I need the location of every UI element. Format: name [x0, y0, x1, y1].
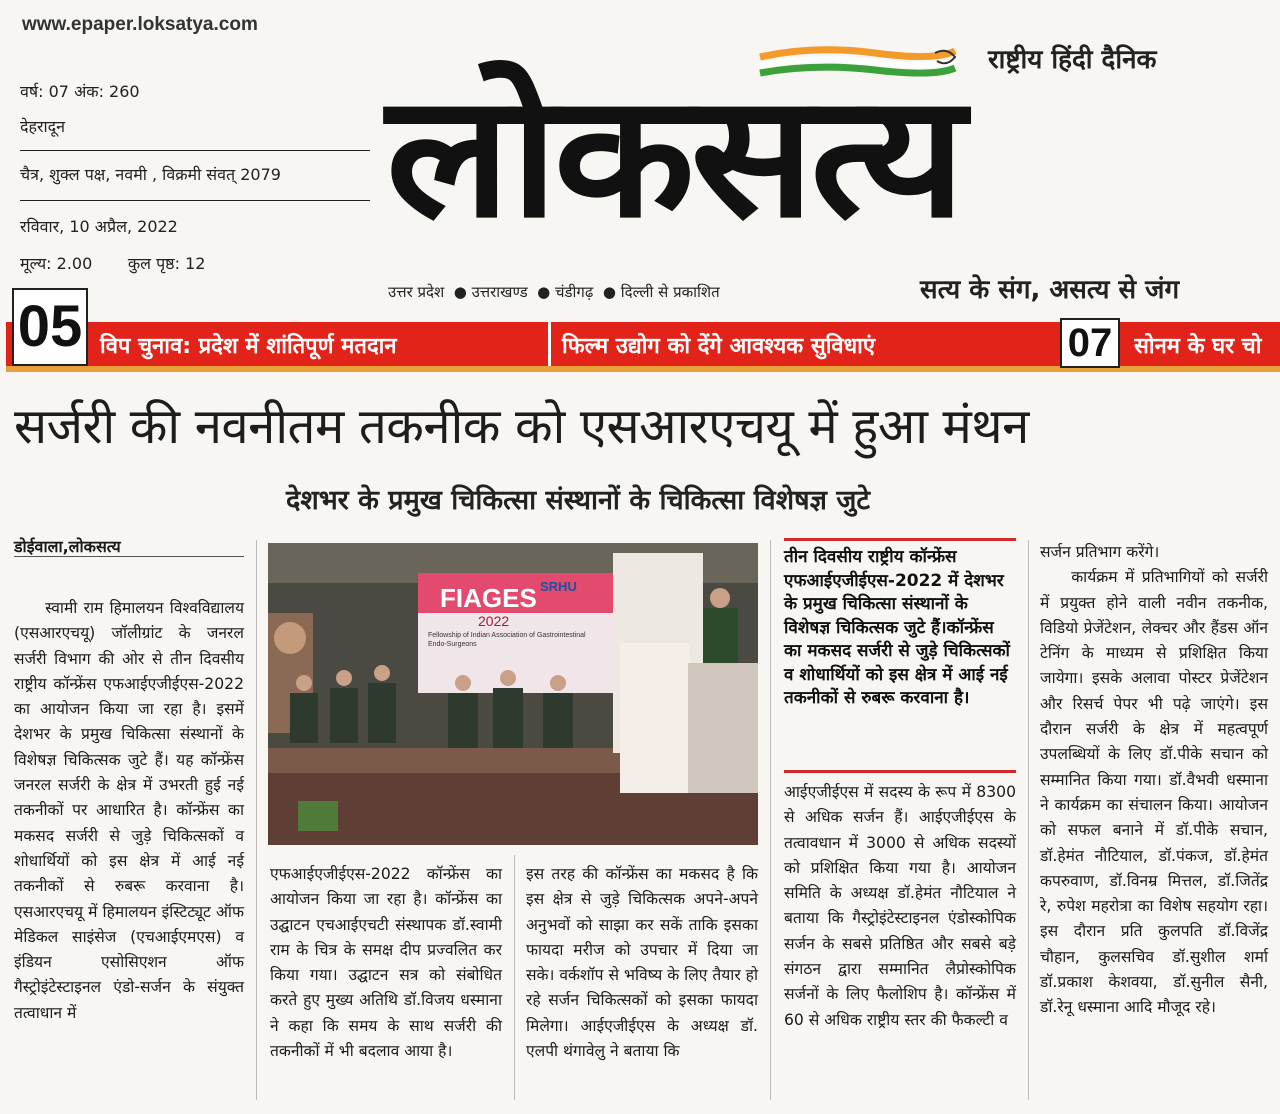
- banner-year: 2022: [478, 613, 510, 629]
- banner-subtitle: Fellowship of Indian Association of Gastrointestinal Endo-Surgeons: [428, 632, 586, 648]
- newspaper-masthead: लोकसत्य: [386, 58, 962, 256]
- column-divider: [256, 540, 257, 1100]
- conference-photo: [268, 543, 758, 845]
- page-number-box[interactable]: 07: [1060, 318, 1120, 368]
- column-divider: [1028, 540, 1029, 1100]
- article-column-5: [1040, 540, 1268, 1021]
- motto: सत्य के संग, असत्य से जंग: [920, 275, 1180, 305]
- article-column-3: [526, 862, 758, 1064]
- column-divider: [770, 540, 771, 1100]
- dateline: डोईवाला,लोकसत्य: [14, 537, 121, 556]
- city: देहरादून: [20, 117, 66, 136]
- article-column-1: [14, 596, 244, 1026]
- ticker-item[interactable]: फिल्म उद्योग को देंगे आवश्यक सुविधाएं: [562, 334, 876, 359]
- editions-line: उत्तर प्रदेश ● उत्तराखण्ड ● चंडीगढ़ ● दिल्ली से प्रकाशित: [388, 283, 720, 301]
- hindu-date: चैत्र, शुक्ल पक्ष, नवमी , विक्रमी संवत् 2079: [20, 165, 281, 184]
- paragraph: सर्जन प्रतिभाग करेंगे।: [1040, 543, 1160, 561]
- meta-divider: [20, 200, 370, 201]
- pull-quote: तीन दिवसीय राष्ट्रीय कॉन्फ्रेंस एफआईएजीईएस-2022 में देशभर के प्रमुख चिकित्सा संस्थानों के विशेषज्ञ चिकित्सक जुटे हैं।कॉन्फ्रेंस का मकसद सर्जरी से जुड़े चिकित्सकों व शोधार्थियों को इस क्षेत्र में आई नई तकनीकों से रुबरू करवाना है।: [784, 547, 1010, 708]
- paragraph: स्वामी राम हिमालयन विश्वविद्यालय (एसआरएचयू) जॉलीग्रांट के जनरल सर्जरी विभाग की ओर से तीन दिवसीय राष्ट्रीय कॉन्फ्रेंस एफआईएजीईएस-2022 का आयोजन किया जा रहा है। इसमें देशभर के प्रमुख चिकित्सा संस्थानों के विशेषज्ञ चिकित्सक जुटे हैं। यह कॉन्फ्रेंस जनरल सर्जरी के क्षेत्र में उभरती हुई नई तकनीकों पर आधारित है। कॉन्फ्रेंस का मकसद सर्जरी से जुड़े चिकित्सकों व शोधार्थियों को इस क्षेत्र में आई नई तकनीकों से रुबरू करवाना है। एसआरएचयू में हिमालयन इंस्टिट्यूट ऑफ मेडिकल साइंसेज (एचआईएमएस) व इंडियन एसोसिएशन ऑफ गैस्ट्रोइंटेस्टाइनल एंडो-सर्जन के संयुक्त तत्वाधान में: [14, 599, 244, 1022]
- paragraph: एफआईएजीईएस-2022 कॉन्फ्रेंस का आयोजन किया जा रहा है। कॉन्फ्रेंस का उद्घाटन एचआईएचटी संस्थापक डॉ.स्वामी राम के चित्र के समक्ष दीप प्रज्वलित कर किया गया। उद्घाटन सत्र को संबोधित करते हुए मुख्य अतिथि डॉ.विजय धस्माना ने कहा कि समय के साथ सर्जरी की तकनीकों में भी बदलाव आया है।: [270, 865, 502, 1061]
- paragraph: कार्यक्रम में प्रतिभागियों को सर्जरी में प्रयुक्त होने वाली नवीन तकनीक, विडियो प्रेजेंटेशन, लेक्चर और हैंडस ऑन टेनिंग के माध्यम से प्रशिक्षित किया जायेगा। इसके अलावा पोस्टर प्रेजेंटेशन और रिसर्च पेपर भी पढ़े जाएंगे। इस दौरान सर्जरी के क्षेत्र में महत्वपूर्ण उपलब्धियों के लिए डॉ.पीके सचान को सम्मानित किया गया। डॉ.वैभवी धस्माना ने कार्यक्रम का संचालन किया। आयोजन को सफल बनाने में डॉ.पीके सचान, डॉ.हेमंत नौटियाल, डॉ.पंकज, डॉ.हेमंत कपरुवाण, डॉ.विनम्र मित्तल, डॉ.जितेंद्र रे, रुपेश महरोत्रा का विशेष सहयोग रहा। इस दौरान प्रति कुलपति डॉ.विजेंद्र चौहान, कुलसचिव डॉ.सुशील शर्मा डॉ.प्रकाश केशवया, डॉ.सुनील सैनी, डॉ.रेनू धस्माना आदि मौजूद रहे।: [1040, 568, 1268, 1017]
- price-pages: मूल्य: 2.00 कुल पृष्ठ: 12: [20, 254, 206, 273]
- article-column-4: [784, 780, 1016, 1033]
- ticker-item[interactable]: विप चुनाव: प्रदेश में शांतिपूर्ण मतदान: [100, 334, 397, 359]
- article-headline: सर्जरी की नवनीतम तकनीक को एसआरएचयू में हुआ मंथन: [14, 398, 1029, 455]
- srhu-logo: SRHU: [540, 579, 577, 594]
- article-subheadline: देशभर के प्रमुख चिकित्सा संस्थानों के चिकित्सा विशेषज्ञ जुटे: [286, 485, 871, 516]
- paragraph: आईएजीईएस में सदस्य के रूप में 8300 से अधिक सर्जन हैं। आईएजीईएस के तत्वावधान में 3000 से अधिक सदस्यों को प्रशिक्षित किया गया है। आयोजन समिति के अध्यक्ष डॉ.हेमंत नौटियाल ने बताया कि गैस्ट्रोइंटेस्टाइनल एंडोस्कोपिक सर्जन के सबसे प्रतिष्ठित और सबसे बड़े संगठन द्वारा सम्मानित लैप्रोस्कोपिक सर्जनों के लिए फैलोशिप है। कॉन्फ्रेंस में 60 से अधिक राष्ट्रीय स्तर की फैकल्टी व: [784, 783, 1016, 1029]
- banner-title: FIAGES: [440, 583, 537, 613]
- paragraph: इस तरह की कॉन्फ्रेंस का मकसद है कि इस क्षेत्र से जुड़े चिकित्सक अपने-अपने अनुभवों को साझा कर सकें ताकि इसका फायदा मरीज को उपचार में दिया जा सके। वर्कशॉप से भविष्य के लिए तैयार हो रहे सर्जन चिकित्सकों को इसका फायदा मिलेगा। आईएजीईएस के अध्यक्ष डॉ. एलपी थंगावेलु ने बताया कि: [526, 865, 758, 1061]
- pullquote-rule-top: [784, 538, 1016, 541]
- page-number-box[interactable]: 05: [12, 288, 88, 366]
- epaper-url[interactable]: www.epaper.loksatya.com: [22, 14, 258, 35]
- ticker-item[interactable]: सोनम के घर चो: [1134, 334, 1262, 359]
- pullquote-rule-bottom: [784, 770, 1016, 773]
- meta-divider: [20, 150, 370, 151]
- column-divider: [514, 855, 515, 1100]
- year-issue: वर्ष: 07 अंक: 260: [20, 82, 140, 101]
- article-column-2: [270, 862, 502, 1064]
- dateline-rule: [14, 556, 244, 557]
- tagline: राष्ट्रीय हिंदी दैनिक: [988, 45, 1157, 75]
- issue-date: रविवार, 10 अप्रैल, 2022: [20, 217, 178, 236]
- ticker-separator: [548, 322, 551, 366]
